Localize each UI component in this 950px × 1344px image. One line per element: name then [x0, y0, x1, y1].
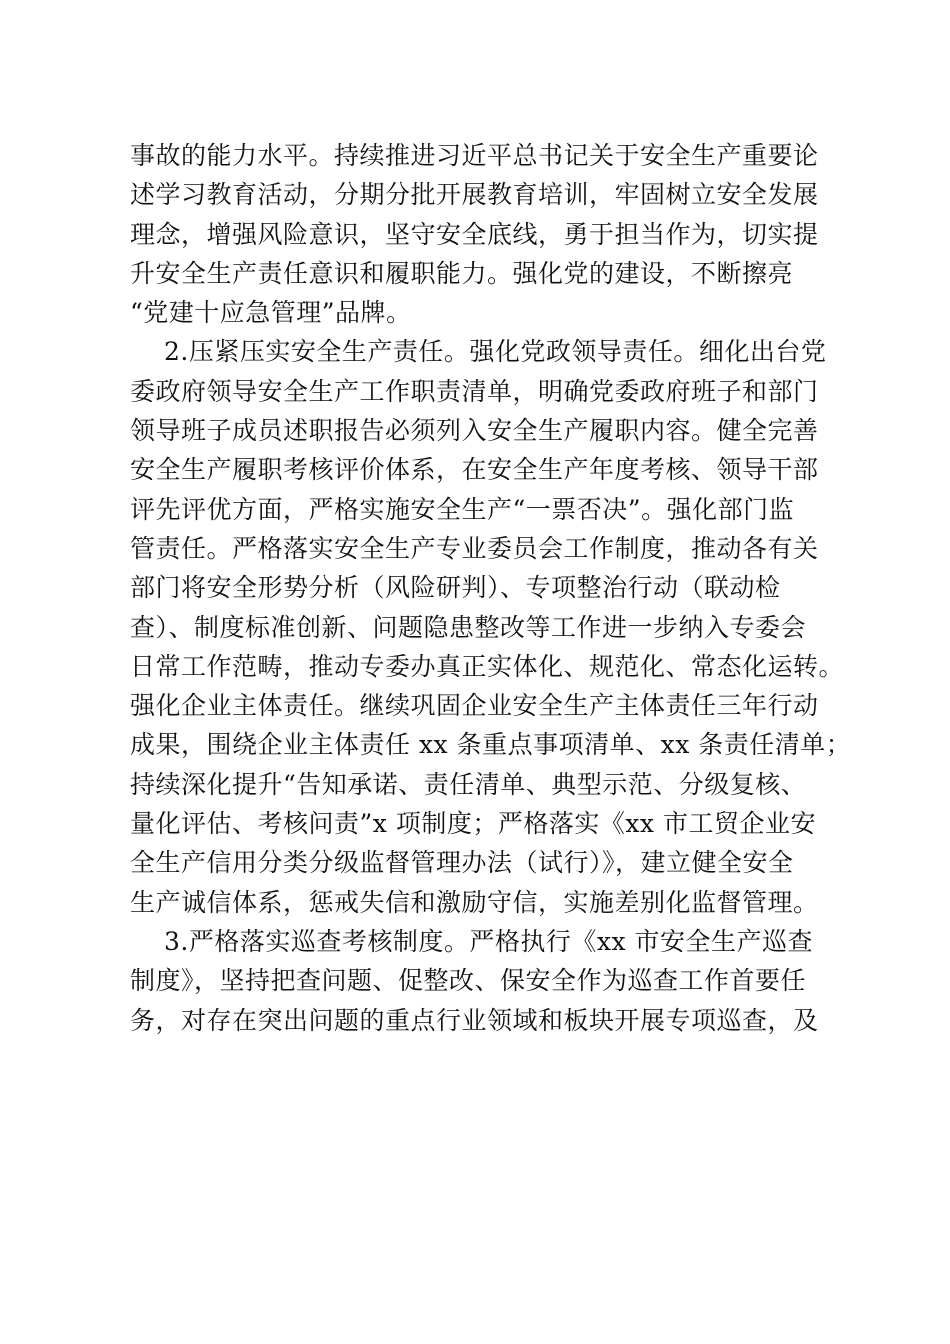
text-line: 安全生产履职考核评价体系，在安全生产年度考核、领导干部: [130, 455, 819, 485]
text-line: 成果，围绕企业主体责任 xx 条重点事项清单、xx 条责任清单；: [130, 730, 852, 760]
text-line: 事故的能力水平。持续推进习近平总书记关于安全生产重要论: [130, 141, 819, 170]
text-line: 生产诚信体系，惩戒失信和激励守信，实施差别化监督管理。: [130, 887, 819, 917]
text-line: 量化评估、考核问责”x 项制度；严格落实《xx 市工贸企业安: [130, 809, 816, 839]
document-body: [130, 136, 852, 1040]
text-line: 领导班子成员述职报告必须列入安全生产履职内容。健全完善: [130, 416, 819, 446]
text-line: 务，对存在突出问题的重点行业领域和板块开展专项巡查，及: [130, 1005, 819, 1035]
text-line: 制度》，坚持把查问题、促整改、保安全作为巡查工作首要任: [130, 966, 807, 996]
text-line: 理念，增强风险意识，坚守安全底线，勇于担当作为，切实提: [130, 219, 819, 249]
text-line: 查）、制度标准创新、问题隐患整改等工作进一步纳入专委会: [130, 612, 807, 642]
paragraph-2-heading-line: 2.压紧压实安全生产责任。强化党政领导责任。细化出台党: [164, 337, 827, 367]
paragraph-3-heading-line: 3.严格落实巡查考核制度。严格执行《xx 市安全生产巡查: [164, 926, 813, 956]
text-line: 评先评优方面，严格实施安全生产“一票否决”。强化部门监: [130, 494, 795, 524]
text-line: 日常工作范畴，推动专委办真正实体化、规范化、常态化运转。: [130, 651, 845, 681]
text-line: 持续深化提升“告知承诺、责任清单、典型示范、分级复核、: [130, 769, 807, 799]
text-line: 管责任。严格落实安全生产专业委员会工作制度，推动各有关: [130, 533, 819, 563]
text-line: 述学习教育活动，分期分批开展教育培训，牢固树立安全发展: [130, 180, 819, 210]
text-line: 部门将安全形势分析（风险研判）、专项整治行动（联动检: [130, 573, 781, 603]
text-line: 委政府领导安全生产工作职责清单，明确党委政府班子和部门: [130, 376, 819, 406]
text-line: “党建十应急管理”品牌。: [130, 298, 412, 328]
text-line: 全生产信用分类分级监督管理办法（试行）》，建立健全安全: [130, 848, 794, 878]
text-line: 强化企业主体责任。继续巩固企业安全生产主体责任三年行动: [130, 691, 819, 721]
text-line: 升安全生产责任意识和履职能力。强化党的建设，不断擦亮: [130, 258, 794, 288]
